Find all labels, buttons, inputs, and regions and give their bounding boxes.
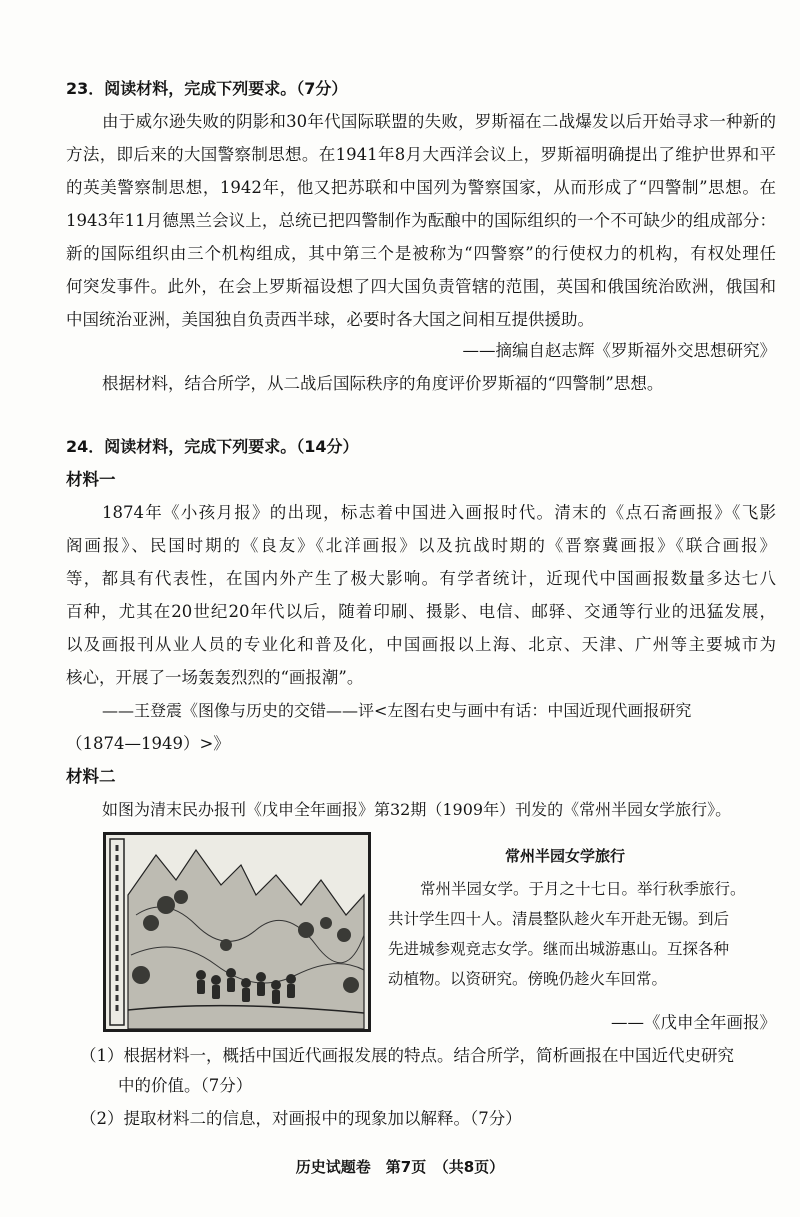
material2-intro: 如图为清末民办报刊《戊申全年画报》第32期（1909年）刊发的《常州半园女学旅行》。 bbox=[102, 800, 732, 819]
sub-question-1: （1）根据材料一，概括中国近代画报发展的特点。结合所学，简析画报在中国近代史研究 bbox=[80, 1046, 734, 1065]
q23-source: ——摘编自赵志辉《罗斯福外交思想研究》 bbox=[462, 341, 776, 360]
material1-line: 以及画报刊从业人员的专业化和普及化，中国画报以上海、北京、天津、广州等主要城市为 bbox=[66, 635, 776, 654]
material2-label: 材料二 bbox=[66, 767, 116, 786]
q23-para-line: 由于威尔逊失败的阴影和30年代国际联盟的失败，罗斯福在二战爆发以后开始寻求一种新的 bbox=[102, 112, 776, 131]
material1-source-cont: （1874—1949）>》 bbox=[66, 734, 230, 753]
material1-line: 核心，开展了一场轰轰烈烈的“画报潮”。 bbox=[66, 668, 364, 687]
material1-line: 等，都具有代表性，在国内外产生了极大影响。有学者统计，近现代中国画报数量多达七八 bbox=[66, 569, 776, 588]
illustration-text-line: 动植物。以资研究。傍晚仍趁火车回常。 bbox=[388, 970, 668, 988]
landscape-drawing bbox=[106, 835, 368, 1029]
material1-line: 阁画报》、民国时期的《良友》《北洋画报》以及抗战时期的《晋察冀画报》《联合画报》 bbox=[66, 536, 776, 555]
q24-heading: 24．阅读材料，完成下列要求。（14分） bbox=[66, 437, 359, 456]
q23-para-line: 中国统治亚洲，美国独自负责西半球，必要时各大国之间相互提供援助。 bbox=[66, 310, 594, 329]
sub-question-1-cont: 中的价值。（7分） bbox=[118, 1076, 253, 1095]
sub-question-2: （2）提取材料二的信息，对画报中的现象加以解释。（7分） bbox=[80, 1109, 522, 1128]
woodblock-illustration bbox=[103, 832, 371, 1032]
illustration-text-line: 共计学生四十人。清晨整队趁火车开赴无锡。到后 bbox=[388, 910, 730, 928]
q23-para-line: 何突发事件。此外，在会上罗斯福设想了四大国负责管辖的范围，英国和俄国统治欧洲，俄国和 bbox=[66, 277, 776, 296]
material1-source: ——王登震《图像与历史的交错——评<左图右史与画中有话：中国近现代画报研究 bbox=[102, 701, 692, 720]
q23-para-line: 1943年11月德黑兰会议上，总统已把四警制作为酝酿中的国际组织的一个不可缺少的组成部分： bbox=[66, 211, 776, 230]
q23-para-line: 的英美警察制思想，1942年，他又把苏联和中国列为警察国家，从而形成了“四警制”思想。在 bbox=[66, 178, 776, 197]
illustration-source: ——《戊申全年画报》 bbox=[611, 1013, 776, 1032]
material1-label: 材料一 bbox=[66, 470, 116, 489]
illustration-text-line: 常州半园女学。于月之十七日。举行秋季旅行。 bbox=[420, 880, 746, 898]
material1-line: 百种，尤其在20世纪20年代以后，随着印刷、摄影、电信、邮驿、交通等行业的迅猛发展， bbox=[66, 602, 776, 621]
q23-para-line: 新的国际组织由三个机构组成，其中第三个是被称为“四警察”的行使权力的机构，有权处理任 bbox=[66, 244, 776, 263]
page-footer: 历史试题卷 第7页 （共8页） bbox=[295, 1158, 505, 1176]
material1-line: 1874年《小孩月报》的出现，标志着中国进入画报时代。清末的《点石斋画报》《飞影 bbox=[102, 503, 776, 522]
illustration-text-line: 先进城参观竞志女学。继而出城游惠山。互探各种 bbox=[388, 940, 730, 958]
q23-heading: 23．阅读材料，完成下列要求。（7分） bbox=[66, 79, 348, 98]
q23-question: 根据材料，结合所学，从二战后国际秩序的角度评价罗斯福的“四警制”思想。 bbox=[102, 374, 664, 393]
illustration-title: 常州半园女学旅行 bbox=[505, 847, 626, 865]
q23-para-line: 方法，即后来的大国警察制思想。在1941年8月大西洋会议上，罗斯福明确提出了维护世界和平 bbox=[66, 145, 776, 164]
